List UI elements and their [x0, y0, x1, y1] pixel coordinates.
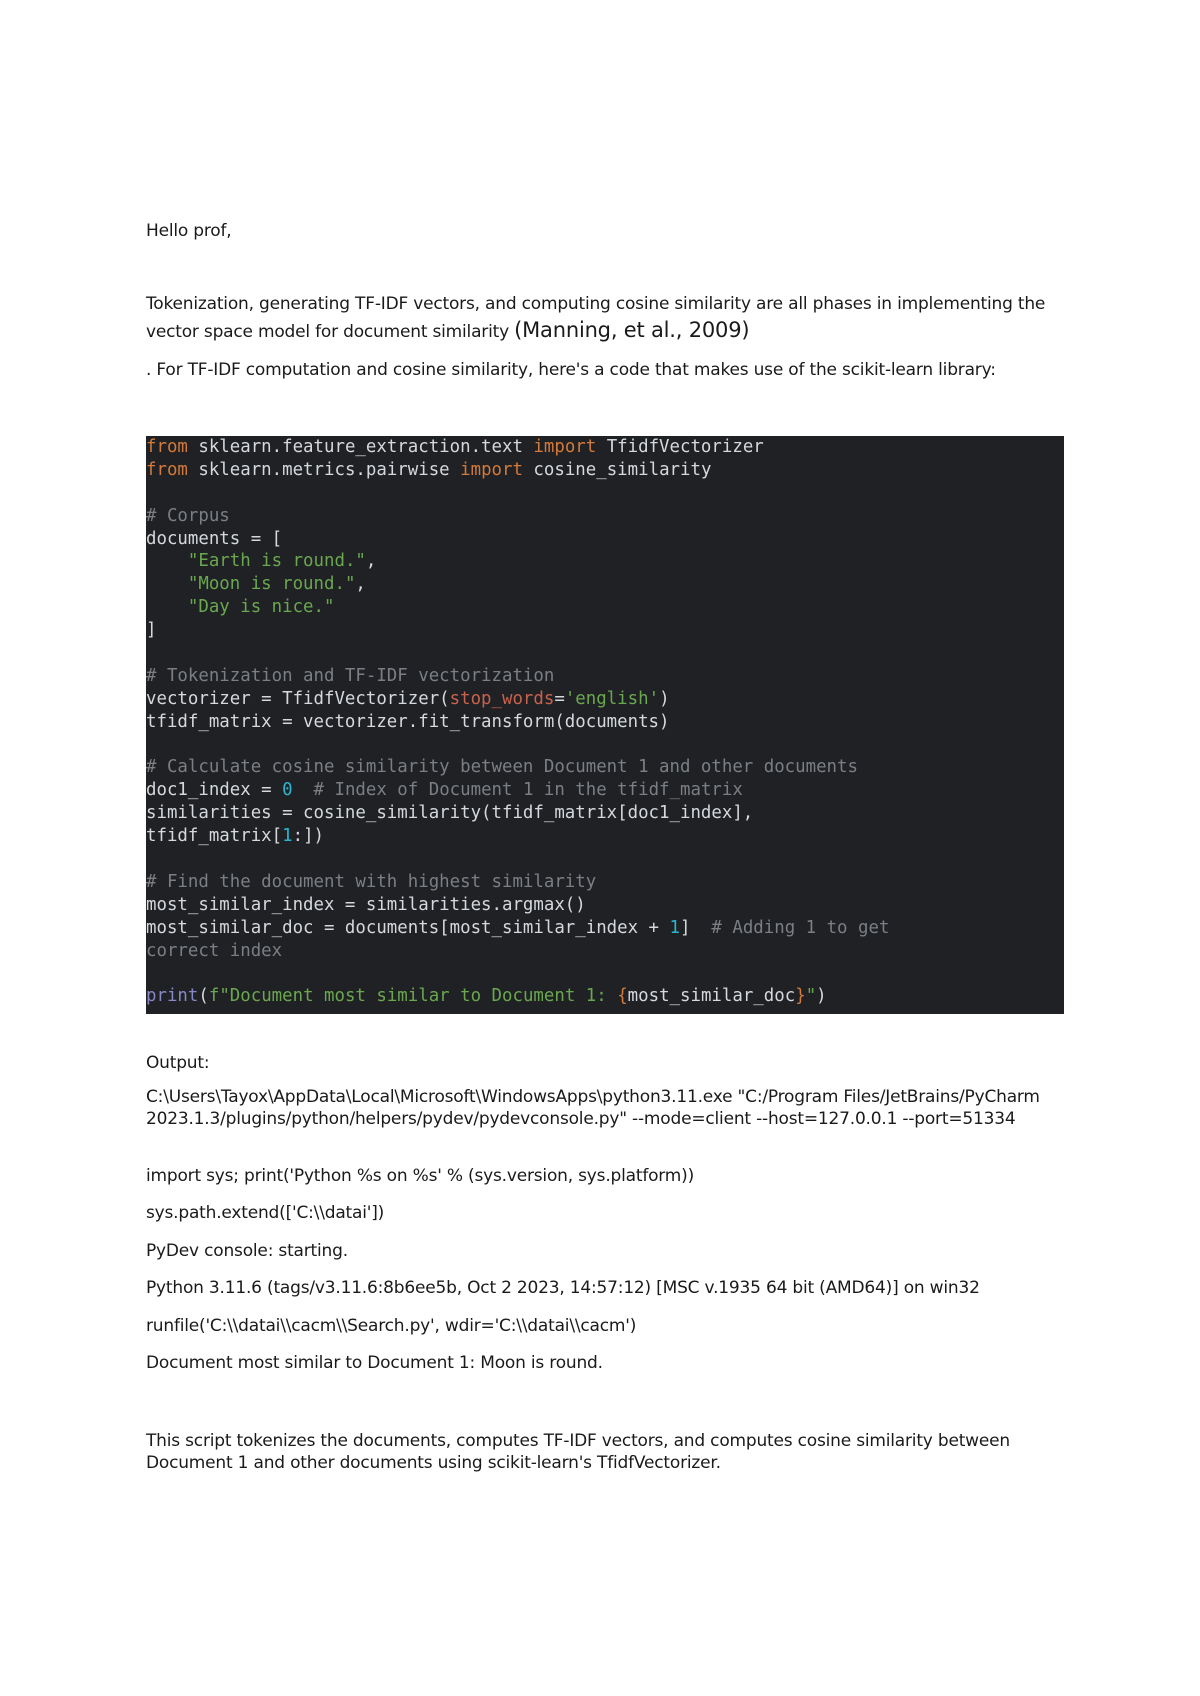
- code-line: vectorizer = TfidfVectorizer(stop_words='english'): [146, 688, 670, 709]
- code-line: most_similar_index = similarities.argmax(): [146, 894, 586, 915]
- output-line: C:\Users\Tayox\AppData\Local\Microsoft\WindowsApps\python3.11.exe "C:/Program Files/JetBrains/PyCharm 2023.1.3/plugins/python/helpers/pydev/pydevconsole.py" --mode=client --host=127.0.0.1 --port=51334: [146, 1087, 1040, 1129]
- output-label: Output:: [146, 1053, 210, 1073]
- code-line: print(f"Document most similar to Document 1: {most_similar_doc}"): [146, 986, 827, 1007]
- code-line-blank: [146, 848, 1064, 871]
- code-comment: # Find the document with highest similarity: [146, 871, 597, 892]
- code-line: ]: [146, 620, 157, 641]
- output-line: runfile('C:\\datai\\cacm\\Search.py', wdir='C:\\datai\\cacm'): [146, 1316, 637, 1336]
- code-comment: # Calculate cosine similarity between Document 1 and other documents: [146, 757, 858, 778]
- code-line: documents = [: [146, 528, 283, 549]
- code-line: "Moon is round.",: [187, 574, 366, 595]
- intro-text: Tokenization, generating TF-IDF vectors, and computing cosine similarity are all phases in implementing the vector space model for document similarity: [146, 294, 1046, 342]
- code-comment: # Tokenization and TF-IDF vectorization: [146, 665, 555, 686]
- citation: (Manning, et al., 2009): [514, 318, 750, 342]
- code-line-blank: [146, 482, 1064, 505]
- output-line: PyDev console: starting.: [146, 1241, 348, 1261]
- code-line-blank: [146, 962, 1064, 985]
- code-line: "Day is nice.": [187, 597, 335, 618]
- code-line: from sklearn.feature_extraction.text import TfidfVectorizer: [146, 437, 764, 457]
- code-line-blank: [146, 642, 1064, 665]
- code-line: from sklearn.metrics.pairwise import cosine_similarity: [146, 459, 712, 480]
- code-comment: # Corpus: [146, 505, 230, 526]
- code-line: tfidf_matrix[1:]): [146, 826, 325, 847]
- closing-paragraph: This script tokenizes the documents, computes TF-IDF vectors, and computes cosine similarity between Document 1 and other documents using scikit-learn's TfidfVectorizer.: [146, 1431, 1010, 1473]
- output-line: Python 3.11.6 (tags/v3.11.6:8b6ee5b, Oct 2 2023, 14:57:12) [MSC v.1935 64 bit (AMD64)] on win32: [146, 1278, 980, 1298]
- code-block: [146, 436, 1064, 1014]
- intro-continuation: . For TF-IDF computation and cosine similarity, here's a code that makes use of the scikit-learn library:: [146, 360, 996, 380]
- output-line: sys.path.extend(['C:\\datai']): [146, 1203, 385, 1223]
- greeting: Hello prof,: [146, 221, 232, 241]
- intro-paragraph: [146, 291, 1066, 345]
- output-line: Document most similar to Document 1: Moon is round.: [146, 1353, 603, 1373]
- code-line: "Earth is round.",: [187, 551, 377, 572]
- output-line: import sys; print('Python %s on %s' % (sys.version, sys.platform)): [146, 1166, 695, 1186]
- code-line: correct index: [146, 940, 283, 961]
- code-line-blank: [146, 734, 1064, 757]
- code-line: doc1_index = 0 # Index of Document 1 in the tfidf_matrix: [146, 780, 743, 801]
- code-line: tfidf_matrix = vectorizer.fit_transform(documents): [146, 711, 670, 732]
- code-line: similarities = cosine_similarity(tfidf_matrix[doc1_index],: [146, 803, 754, 824]
- code-line: most_similar_doc = documents[most_similar_index + 1] # Adding 1 to get: [146, 917, 890, 938]
